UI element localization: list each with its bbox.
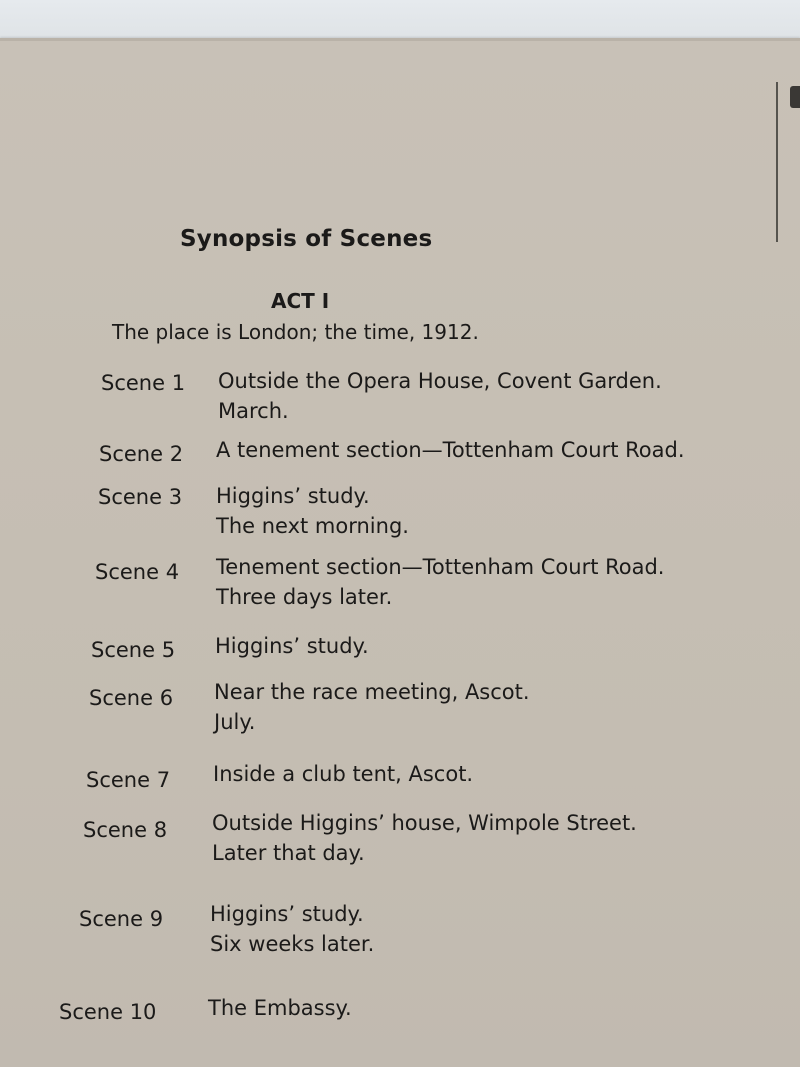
- scene-description: [214, 677, 530, 737]
- scene-description: [208, 993, 352, 1023]
- scene-description: [215, 631, 369, 661]
- scene-description: [216, 435, 685, 465]
- page-title: Synopsis of Scenes: [180, 226, 433, 252]
- act-heading: ACT I: [271, 289, 330, 313]
- scene-line: The Embassy.: [208, 996, 352, 1020]
- scene-line: Near the race meeting, Ascot.: [214, 680, 530, 704]
- scene-description: [210, 899, 374, 959]
- scene-label: Scene 10: [59, 1000, 157, 1024]
- scene-description: [216, 552, 665, 612]
- scene-line: Tenement section—Tottenham Court Road.: [216, 555, 665, 579]
- scene-description: [218, 366, 662, 426]
- scene-description: [212, 808, 637, 868]
- scene-label: Scene 9: [79, 907, 164, 931]
- scene-line: Three days later.: [216, 585, 393, 609]
- scene-line: Later that day.: [212, 841, 365, 865]
- scene-line: Higgins’ study.: [216, 484, 370, 508]
- setting-line: The place is London; the time, 1912.: [112, 320, 479, 344]
- scene-line: Outside the Opera House, Covent Garden.: [218, 369, 662, 393]
- scene-label: Scene 7: [86, 768, 171, 792]
- scene-label: Scene 4: [95, 560, 180, 584]
- scene-line: Six weeks later.: [210, 932, 375, 956]
- scene-label: Scene 1: [101, 371, 186, 395]
- scene-line: March.: [218, 399, 289, 423]
- scene-line: A tenement section—Tottenham Court Road.: [216, 438, 685, 462]
- scene-label: Scene 6: [89, 686, 174, 710]
- scene-line: Outside Higgins’ house, Wimpole Street.: [212, 811, 637, 835]
- scene-line: Inside a club tent, Ascot.: [213, 762, 474, 786]
- scene-line: July.: [214, 710, 256, 734]
- scene-line: The next morning.: [216, 514, 409, 538]
- scene-line: Higgins’ study.: [215, 634, 369, 658]
- scene-label: Scene 3: [98, 485, 183, 509]
- scene-label: Scene 8: [83, 818, 168, 842]
- scene-description: [213, 759, 473, 789]
- scene-line: Higgins’ study.: [210, 902, 364, 926]
- scene-label: Scene 2: [99, 442, 184, 466]
- scene-label: Scene 5: [91, 638, 176, 662]
- scene-description: [216, 481, 409, 541]
